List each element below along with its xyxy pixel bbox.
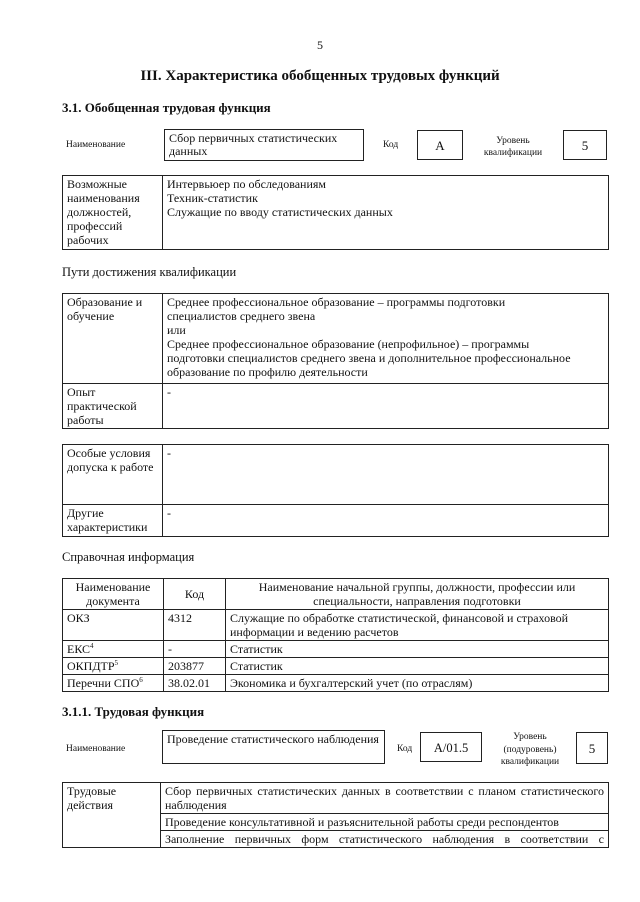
table-row (63, 783, 609, 814)
ref-doc (63, 641, 164, 658)
education-table (62, 293, 609, 429)
gtf-name-label: Наименование (66, 140, 126, 150)
education-line: Среднее профессиональное образование (непрофильное) – программы (167, 337, 530, 351)
tf-level-value: 5 (576, 732, 608, 764)
tf-name-value: Проведение статистического наблюдения (162, 730, 385, 764)
table-row (63, 658, 609, 675)
ref-doc-text: ОКЗ (67, 611, 90, 625)
positions-list (163, 176, 609, 250)
ref-col-name: Наименование начальной группы, должности, профессии или специальности, направления подготовки (226, 579, 609, 610)
ref-col-code: Код (164, 579, 226, 610)
ref-doc (63, 658, 164, 675)
education-label: Образование и обучение (63, 294, 163, 384)
tf-name-label: Наименование (66, 744, 126, 754)
ref-code: - (164, 641, 226, 658)
ref-doc-sup: 5 (114, 659, 119, 667)
gtf-code-label: Код (383, 140, 399, 150)
reference-table (62, 578, 609, 692)
table-row (63, 641, 609, 658)
ref-col-doc: Наименование документа (63, 579, 164, 610)
action-item: Сбор первичных статистических данных в соответствии с планом статистического наблюдения (161, 783, 609, 814)
education-line: подготовки специалистов среднего звена и дополнительное профессиональное (167, 351, 571, 365)
gtf-level-value: 5 (563, 130, 607, 160)
education-value (163, 294, 609, 384)
reference-heading: Справочная информация (62, 550, 195, 564)
ref-doc (63, 675, 164, 692)
ref-doc-sup: 6 (139, 676, 143, 684)
education-line: или (167, 323, 186, 337)
ref-doc-text: Перечни СПО (67, 676, 140, 690)
actions-label: Трудовые действия (63, 783, 161, 848)
ref-name: Служащие по обработке статистической, финансовой и страховой информации и ведению расчетов (226, 610, 609, 641)
ref-name: Экономика и бухгалтерский учет (по отраслям) (226, 675, 609, 692)
ref-code: 4312 (164, 610, 226, 641)
education-line: Среднее профессиональное образование – программы подготовки (167, 295, 506, 309)
positions-label: Возможные наименования должностей, профессий рабочих (63, 176, 163, 250)
ref-name: Статистик (226, 641, 609, 658)
gtf-code-value: А (417, 130, 463, 160)
position-item: Техник-статистик (167, 191, 258, 205)
special-value: - (163, 445, 609, 505)
page-number: 5 (317, 38, 323, 52)
ref-doc-sup: 4 (90, 642, 94, 650)
ref-doc-text: ЕКС (67, 642, 91, 656)
position-item: Служащие по вводу статистических данных (167, 205, 393, 219)
ref-code: 203877 (164, 658, 226, 675)
qualification-heading: Пути достижения квалификации (62, 265, 237, 279)
tf-code-label: Код (397, 744, 413, 754)
tf-level-label: Уровень (подуровень) квалификации (500, 732, 560, 767)
positions-table (62, 175, 609, 250)
gtf-level-label: Уровень квалификации (483, 136, 543, 158)
tf-code-value: А/01.5 (420, 732, 482, 762)
ref-name: Статистик (226, 658, 609, 675)
section-title: III. Характеристика обобщенных трудовых функций (140, 68, 500, 84)
experience-label: Опыт практической работы (63, 384, 163, 429)
actions-table (62, 782, 609, 848)
position-item: Интервьюер по обследованиям (167, 177, 326, 191)
tf-heading: 3.1.1. Трудовая функция (62, 704, 205, 719)
gtf-heading: 3.1. Обобщенная трудовая функция (62, 100, 271, 115)
ref-doc (63, 610, 164, 641)
other-value: - (163, 505, 609, 537)
education-line: образование по профилю деятельности (167, 365, 368, 379)
conditions-table (62, 444, 609, 537)
ref-code: 38.02.01 (164, 675, 226, 692)
action-item: Проведение консультативной и разъяснительной работы среди респондентов (161, 814, 609, 831)
other-label: Другие характеристики (63, 505, 163, 537)
experience-value: - (163, 384, 609, 429)
gtf-name-value: Сбор первичных статистических данных (164, 129, 364, 161)
action-item: Заполнение первичных форм статистического наблюдения в соответствии с (161, 831, 609, 848)
ref-doc-text: ОКПДТР (67, 659, 115, 673)
table-row (63, 610, 609, 641)
special-label: Особые условия допуска к работе (63, 445, 163, 505)
education-line: специалистов среднего звена (167, 309, 316, 323)
table-row (63, 675, 609, 692)
